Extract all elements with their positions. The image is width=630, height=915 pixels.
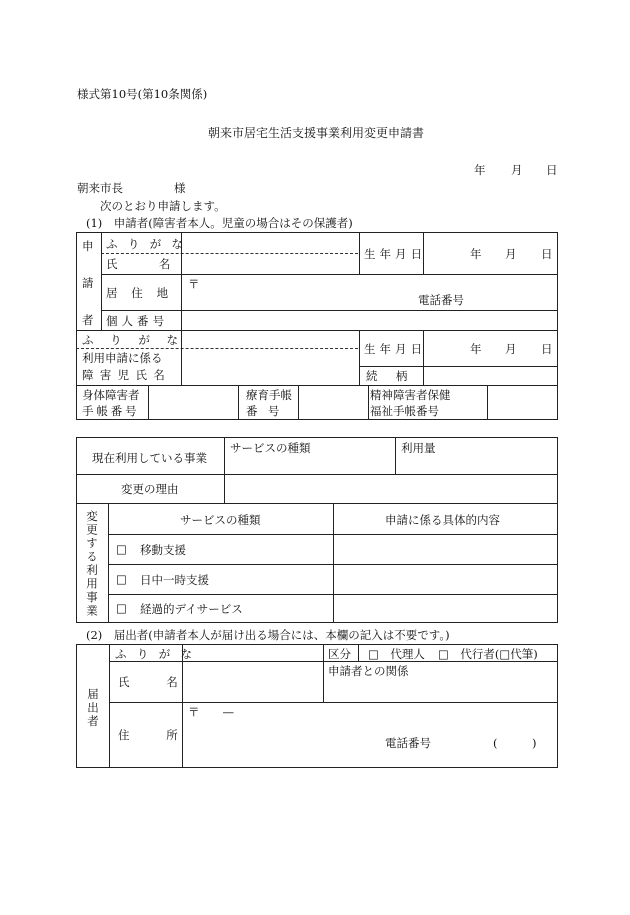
option-agent[interactable]: □ 代理人	[368, 647, 425, 661]
mental-cert-label-1: 精神障害者保健	[370, 388, 451, 402]
date-year: 年	[474, 163, 486, 177]
child-birth-date-label: 生年月日	[364, 342, 427, 356]
service-item-2: 経過的デイサービス	[140, 602, 243, 616]
child-furigana-label: ふりがな	[82, 333, 195, 347]
child-label-2: 障害児氏名	[82, 368, 172, 382]
addressee: 朝来市長	[77, 181, 123, 195]
section1-label: (1) 申請者(障害者本人。児童の場合はその保護者)	[86, 216, 353, 230]
physical-cert-label-2: 手帳番号	[82, 404, 140, 418]
submitter-phone-parens: ( )	[493, 736, 537, 750]
furigana-label: ふりがな	[106, 237, 194, 251]
submitter-postal: 〒 —	[188, 705, 234, 719]
option-proxy[interactable]: □ 代行者(□代筆)	[438, 647, 538, 661]
usage-label: 利用量	[401, 441, 436, 455]
form-number: 様式第10号(第10条関係)	[77, 87, 208, 101]
section2-label: (2) 届出者(申請者本人が届け出る場合には、本欄の記入は不要です。)	[86, 628, 450, 642]
birth-month: 月	[505, 247, 517, 261]
birth-day: 日	[541, 247, 553, 261]
service-check-1[interactable]: □	[116, 572, 127, 586]
change-side-label: 変更する利用事業	[85, 510, 99, 618]
submitter-name-label: 氏名	[118, 675, 215, 689]
ryoiku-cert-label-1: 療育手帳	[246, 388, 292, 402]
birth-year: 年	[470, 247, 482, 261]
service-item-0: 移動支援	[140, 543, 186, 557]
col-details: 申請に係る具体的内容	[385, 513, 500, 527]
applicant-side-label-1: 申	[82, 239, 94, 253]
submitter-phone-label: 電話番号	[385, 736, 431, 750]
physical-cert-label-1: 身体障害者	[82, 388, 140, 402]
child-label-1: 利用申請に係る	[82, 351, 163, 365]
ryoiku-cert-label-2: 番号	[246, 404, 290, 418]
mental-cert-label-2: 福祉手帳番号	[370, 404, 439, 418]
date-day: 日	[546, 163, 558, 177]
honorific: 様	[174, 181, 186, 195]
personal-number-label: 個人番号	[106, 314, 169, 328]
birth-date-label: 生年月日	[364, 247, 427, 261]
phone-label: 電話番号	[418, 293, 464, 307]
category-label: 区分	[328, 647, 351, 661]
current-service-label: 現在利用している事業	[92, 451, 207, 465]
date-month: 月	[511, 163, 523, 177]
service-check-2[interactable]: □	[116, 601, 127, 615]
relationship-label: 続柄	[366, 369, 426, 383]
change-reason-label: 変更の理由	[121, 482, 179, 496]
service-check-0[interactable]: □	[116, 542, 127, 556]
name-label: 氏名	[106, 257, 212, 271]
col-service-type: サービスの種類	[180, 513, 261, 527]
submitter-side-label: 届出者	[86, 688, 100, 729]
submitter-address-label: 住所	[118, 728, 215, 742]
service-item-1: 日中一時支援	[140, 573, 209, 587]
child-birth-month: 月	[505, 342, 517, 356]
relation-label: 申請者との関係	[328, 664, 409, 678]
service-type-label: サービスの種類	[230, 441, 311, 455]
postal-mark: 〒	[188, 277, 200, 291]
child-birth-day: 日	[541, 342, 553, 356]
applicant-side-label-2: 請	[82, 276, 94, 290]
child-birth-year: 年	[470, 342, 482, 356]
applicant-side-label-3: 者	[82, 313, 94, 327]
form-title: 朝来市居宅生活支援事業利用変更申請書	[208, 126, 425, 140]
intro-text: 次のとおり申請します。	[100, 199, 226, 213]
address-label: 居住地	[106, 286, 182, 300]
submitter-furigana-label: ふりがな	[115, 647, 203, 661]
